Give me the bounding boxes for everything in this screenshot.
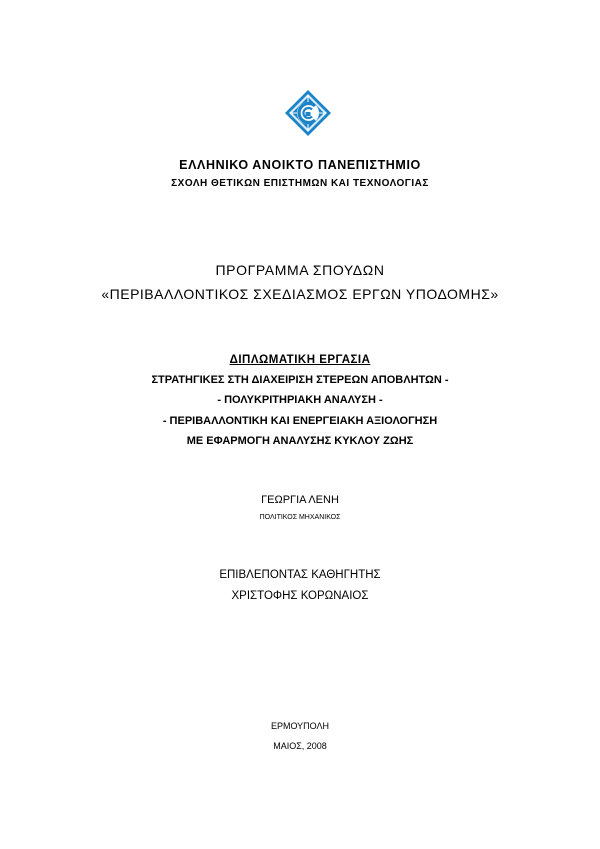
date: ΜΑΙΟΣ, 2008 — [273, 741, 327, 751]
program-label: ΠΡΟΓΡΑΜΜΑ ΣΠΟΥΔΩΝ — [215, 262, 385, 278]
thesis-title-line: ΜΕ ΕΦΑΡΜΟΓΗ ΑΝΑΛΥΣΗΣ ΚΥΚΛΟΥ ΖΩΗΣ — [186, 435, 414, 447]
thesis-label: ΔΙΠΛΩΜΑΤΙΚΗ ΕΡΓΑΣΙΑ — [229, 354, 371, 366]
author-title: ΠΟΛΙΤΙΚΟΣ ΜΗΧΑΝΙΚΟΣ — [259, 514, 341, 521]
thesis-title-line: - ΠΟΛΥΚΡΙΤΗΡΙΑΚΗ ΑΝΑΛΥΣΗ - — [217, 394, 383, 406]
city: ΕΡΜΟΥΠΟΛΗ — [270, 721, 330, 731]
university-logo-icon — [284, 89, 332, 137]
thesis-title-line: - ΠΕΡΙΒΑΛΛΟΝΤΙΚΗ ΚΑΙ ΕΝΕΡΓΕΙΑΚΗ ΑΞΙΟΛΟΓΗΣΗ — [162, 415, 438, 427]
school-name: ΣΧΟΛΗ ΘΕΤΙΚΩΝ ΕΠΙΣΤΗΜΩΝ ΚΑΙ ΤΕΧΝΟΛΟΓΙΑΣ — [171, 178, 429, 189]
university-name: ΕΛΛΗΝΙΚΟ ΑΝΟΙΚΤΟ ΠΑΝΕΠΙΣΤΗΜΙΟ — [179, 158, 421, 172]
program-name: «ΠΕΡΙΒΑΛΛΟΝΤΙΚΟΣ ΣΧΕΔΙΑΣΜΟΣ ΕΡΓΩΝ ΥΠΟΔΟΜΗΣ» — [101, 286, 499, 302]
supervisor-label: ΕΠΙΒΛΕΠΟΝΤΑΣ ΚΑΘΗΓΗΤΗΣ — [219, 569, 381, 581]
thesis-title-line: ΣΤΡΑΤΗΓΙΚΕΣ ΣΤΗ ΔΙΑΧΕΙΡΙΣΗ ΣΤΕΡΕΩΝ ΑΠΟΒΛΗΤΩΝ - — [151, 374, 449, 386]
author-name: ΓΕΩΡΓΙΑ ΛΕΝΗ — [261, 494, 339, 506]
supervisor-name: ΧΡΙΣΤΟΦΗΣ ΚΟΡΩΝΑΙΟΣ — [231, 590, 369, 602]
